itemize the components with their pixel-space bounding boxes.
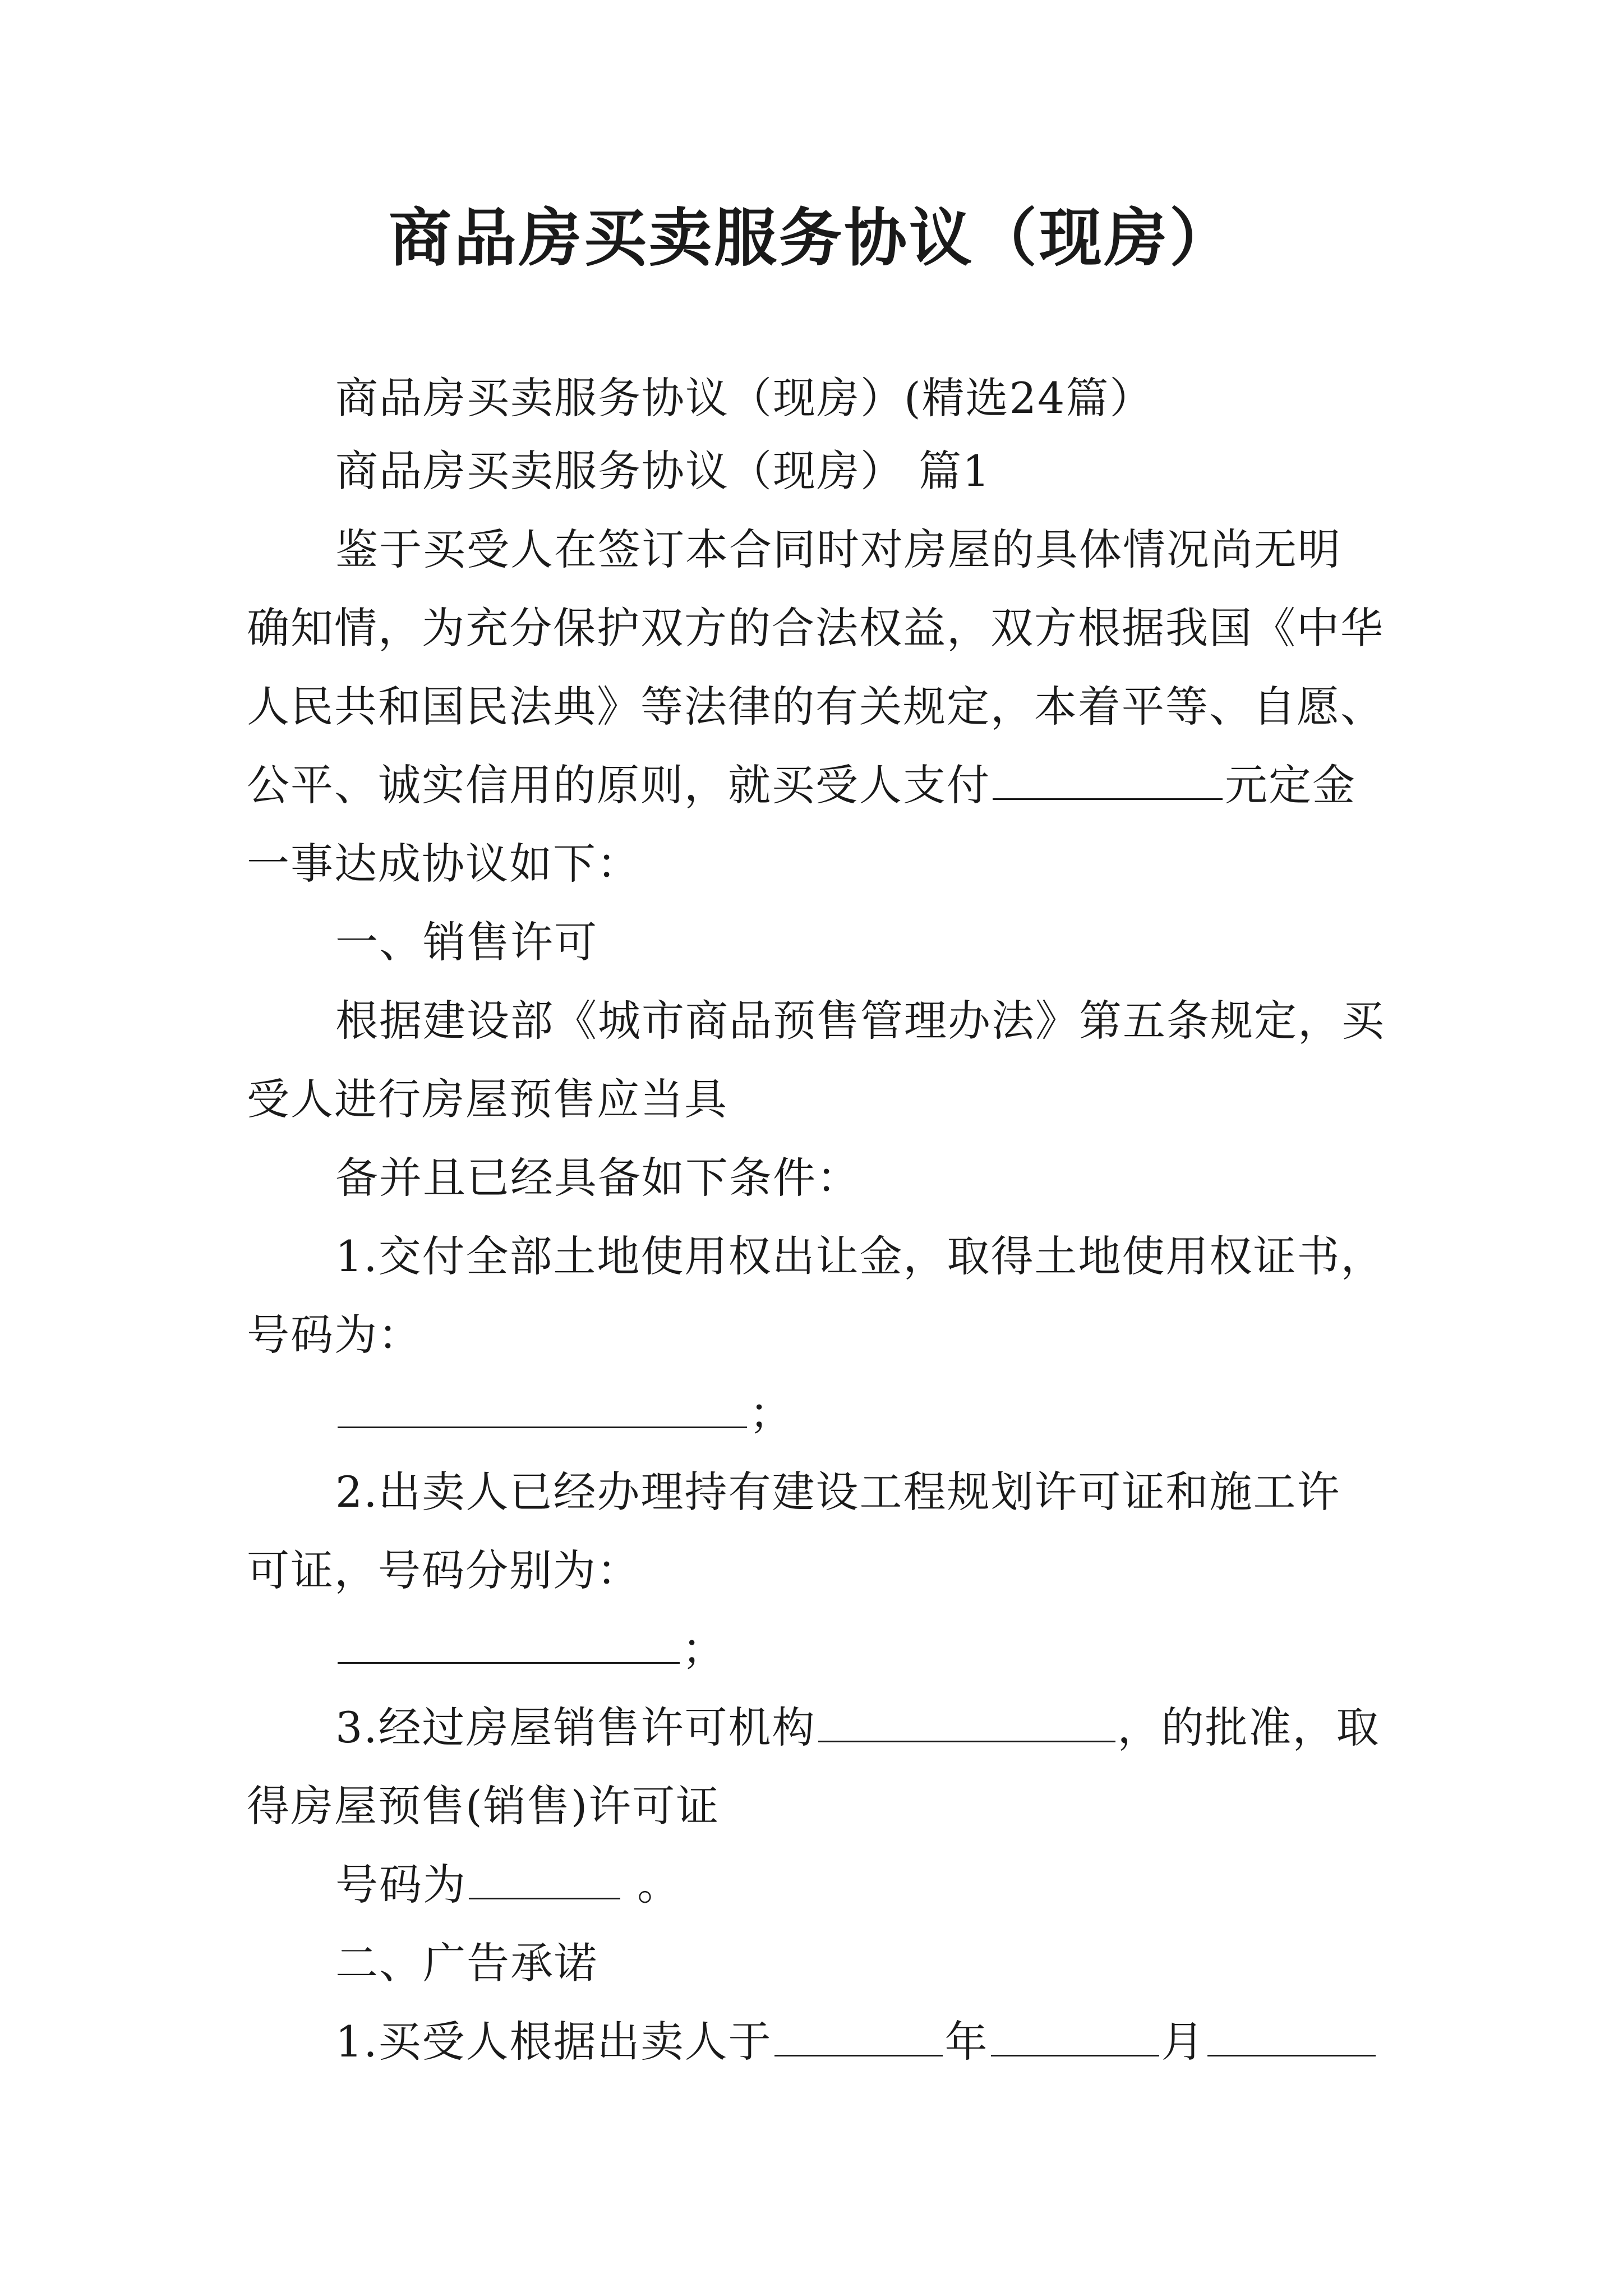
line-text: ；	[749, 1388, 793, 1438]
collection-subtitle: 商品房买卖服务协议（现房）(精选24篇）	[335, 373, 1154, 423]
section-heading: 一、销售许可	[335, 917, 598, 967]
paragraph-line	[335, 1857, 681, 1913]
permit-numbers-blank	[338, 1625, 680, 1664]
paragraph-line	[335, 1621, 726, 1677]
line-text: 公平、诚实信用的原则，就买受人支付	[247, 760, 990, 810]
paragraph-line: 根据建设部《城市商品预售管理办法》第五条规定，买	[335, 996, 1385, 1046]
day-blank	[1207, 2018, 1376, 2056]
paragraph-line: 确知情，为充分保护双方的合法权益，双方根据我国《中华	[247, 603, 1384, 653]
paragraph-line: 得房屋预售(销售)许可证	[247, 1781, 720, 1831]
paragraph-line: 备并且已经具备如下条件：	[335, 1153, 860, 1203]
line-text: 元定金	[1225, 760, 1356, 810]
paragraph-line: 2.出卖人已经办理持有建设工程规划许可证和施工许	[335, 1467, 1341, 1517]
section-heading: 商品房买卖服务协议（现房） 篇1	[335, 446, 991, 496]
line-text: ；	[682, 1624, 726, 1674]
line-text: 1.买受人根据出卖人于	[335, 2017, 772, 2067]
paragraph-line: 受人进行房屋预售应当具	[247, 1074, 728, 1124]
month-blank	[991, 2018, 1159, 2056]
paragraph-line: 鉴于买受人在签订本合同时对房屋的具体情况尚无明	[335, 524, 1341, 574]
paragraph-line: 人民共和国民法典》等法律的有关规定，本着平等、自愿、	[247, 682, 1384, 731]
paragraph-line: 可证，号码分别为：	[247, 1545, 640, 1595]
section-heading: 二、广告承诺	[335, 1938, 598, 1988]
year-blank	[774, 2018, 943, 2056]
line-text: ，的批准，取	[1117, 1703, 1380, 1752]
paragraph-line	[335, 1386, 793, 1442]
paragraph-line: 一事达成协议如下：	[247, 839, 640, 889]
line-text: 3.经过房屋销售许可机构	[335, 1703, 816, 1752]
line-text: 月	[1161, 2017, 1205, 2067]
line-text: 号码为	[335, 1860, 467, 1910]
paragraph-line: 号码为：	[247, 1310, 422, 1360]
land-cert-number-blank	[338, 1389, 747, 1428]
paragraph-line: 1.交付全部土地使用权出让金，取得土地使用权证书，	[335, 1231, 1385, 1281]
deposit-amount-blank	[993, 761, 1223, 800]
line-text: 。	[623, 1860, 681, 1910]
document-title: 商品房买卖服务协议（现房）	[389, 201, 1234, 275]
permit-number-blank	[469, 1861, 620, 1899]
paragraph-line	[335, 1700, 1380, 1756]
paragraph-line	[335, 2014, 1378, 2070]
line-text: 年	[944, 2017, 989, 2067]
authority-blank	[818, 1704, 1115, 1742]
paragraph-line	[247, 757, 1356, 813]
